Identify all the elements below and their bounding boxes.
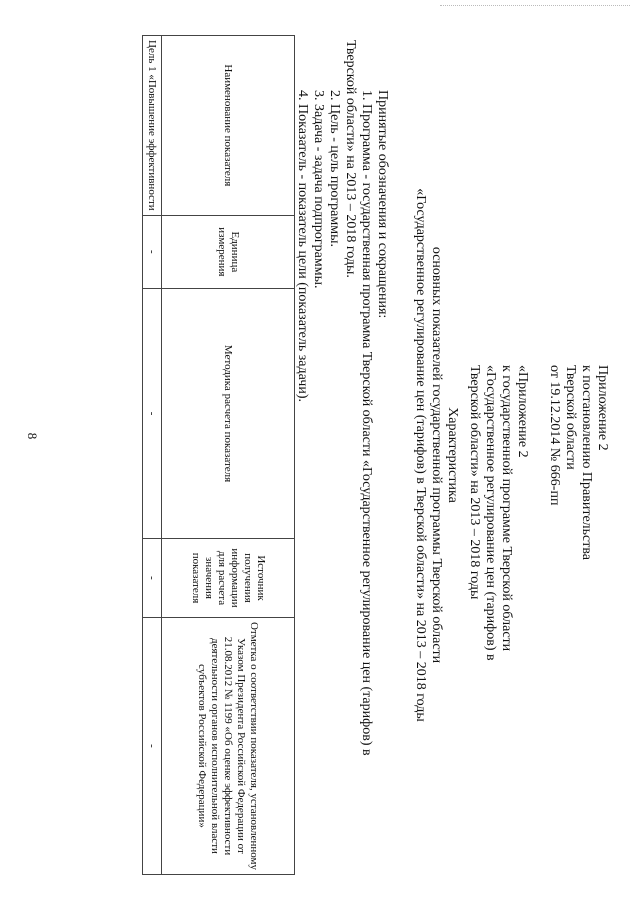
table-header-cell: Источник получения информации для расчета значения показателя <box>162 539 295 618</box>
notes-heading: Принятые обозначения и сокращения: <box>375 90 390 319</box>
table-cell: - <box>143 215 162 288</box>
appendix-header <box>466 365 610 725</box>
rotated-page-content <box>65 20 610 890</box>
note-item: 2. Цель - цель программы. <box>327 90 342 248</box>
appendix-line: к государственной программе Тверской области <box>499 365 514 652</box>
appendix-line: Тверской области» на 2013 – 2018 годы <box>467 365 482 600</box>
table-cell: Цель 1 «Повышение эффективности <box>143 36 162 216</box>
table-row <box>143 36 162 875</box>
notes-section <box>294 40 390 870</box>
note-item: 1. Программа - государственная программа Тверской области «Государственное регулирование цен (тарифов) в <box>359 90 374 756</box>
document-subtitle: основных показателей государственной программы Тверской области <box>429 246 444 664</box>
appendix-line: Приложение 2 <box>595 365 610 451</box>
note-item: Тверской области» на 2013 – 2018 годы. <box>343 40 358 278</box>
note-item: 3. Задача - задача подпрограммы. <box>311 90 326 289</box>
table-header-cell: Наименование показателя <box>162 36 295 216</box>
page-number: 8 <box>25 432 40 440</box>
table-header-cell: Единица измерения <box>162 215 295 288</box>
table-cell: - <box>143 289 162 539</box>
indicators-table <box>142 35 295 875</box>
appendix-line: от 19.12.2014 № 666-пп <box>547 365 562 506</box>
appendix-line: «Государственное регулирование цен (тарифов) в <box>483 365 498 661</box>
table-cell: - <box>143 539 162 618</box>
appendix-line: к постановлению Правительства <box>579 365 594 561</box>
table-header-cell: Отметка о соответствии показателя, установленному Указом Президента Российской Федерации от 21.08.2012 № 1199 «Об оценке эффективности деятельности органов исполнительной власти субъектов Российской Федерации» <box>162 617 295 874</box>
appendix-gap <box>530 365 546 725</box>
document-title: Характеристика <box>445 407 460 503</box>
table-header-row <box>162 36 295 875</box>
scan-artifact <box>440 0 630 6</box>
document-title-block <box>412 20 460 890</box>
appendix-line: Тверской области <box>563 365 578 470</box>
table-cell: - <box>143 617 162 874</box>
note-item: 4. Показатель - показатель цели (показатель задачи). <box>295 90 310 402</box>
appendix-line: «Приложение 2 <box>515 365 530 458</box>
document-subtitle: «Государственное регулирование цен (тарифов) в Тверской области» на 2013 – 2018 годы <box>413 188 428 722</box>
table-header-cell: Методика расчета показателя <box>162 289 295 539</box>
